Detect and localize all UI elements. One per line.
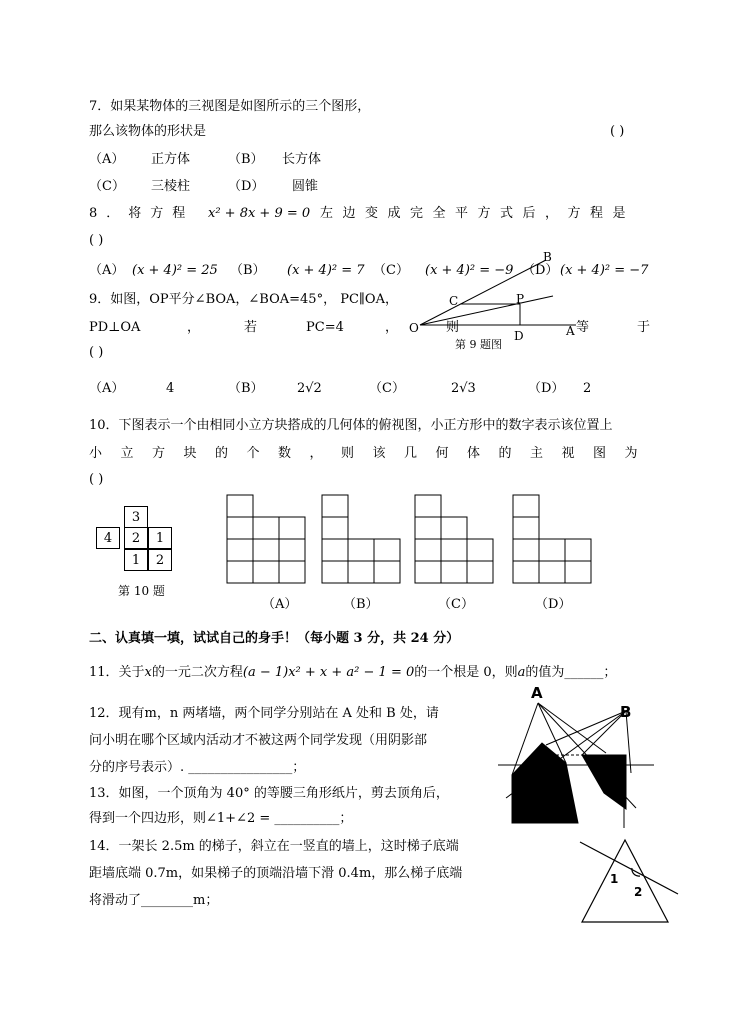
ray-op: [420, 296, 553, 325]
q9-option-c: 2√3: [451, 381, 476, 396]
topview-cell: 1: [148, 527, 172, 549]
q13-line1: 13．如图，一个顶角为 40° 的等腰三角形纸片，剪去顶角后，: [89, 786, 449, 801]
q9-line1: 9．如图，OP平分∠BOA，∠BOA=45°， PC∥OA，: [89, 292, 398, 307]
q9-line2-comma1: ，: [187, 320, 201, 335]
q9-fig-label-c: C: [449, 294, 459, 308]
q9-fig-label-p: P: [516, 292, 525, 306]
q10-label-a: （A）: [262, 597, 298, 612]
front-view-b: [322, 495, 400, 583]
q10-answer-paren: ( ): [89, 472, 104, 487]
q10-caption: 第 10 题: [118, 584, 165, 598]
q9-line2-then: 则: [446, 320, 460, 335]
q9-option-c-label: （C）: [369, 381, 405, 396]
q11-text: [89, 665, 616, 681]
q13-fig-label-1: 1: [610, 872, 619, 886]
topview-cell: 2: [148, 549, 172, 571]
q11-equation: (a − 1)x² + x + a² − 1 = 0: [242, 665, 415, 680]
q9-line2-if: 若: [244, 320, 258, 335]
shaded-region-right: [582, 755, 626, 809]
q11-prefix: 11．关于: [89, 665, 145, 680]
q13-line2: 得到一个四边形，则∠1+∠2 = __________；: [89, 811, 353, 826]
q7-option-d: 圆锥: [292, 179, 319, 194]
q14-line3: 将滑动了________m；: [89, 893, 219, 908]
q11-mid: 的一元二次方程: [151, 665, 243, 680]
q10-label-d: （D）: [535, 597, 572, 612]
q7-answer-paren: ( ): [610, 124, 625, 139]
q9-option-d: 2: [583, 381, 592, 396]
front-view-a: [227, 495, 305, 583]
q11-var2: a: [517, 665, 526, 680]
q9-option-a-label: （A）: [89, 381, 125, 396]
q8-option-c-label: （C）: [373, 263, 409, 278]
q10-label-c: （C）: [438, 597, 474, 612]
q7-line2: 那么该物体的形状是: [89, 124, 207, 139]
q12-fig-label-b: B: [620, 703, 632, 721]
q12-line1: 12．现有m，n 两堵墙，两个同学分别站在 A 处和 B 处，请: [89, 706, 439, 721]
ray-ob: [420, 260, 546, 325]
q13-figure: [574, 832, 684, 926]
q8-option-d-label: （D）: [522, 263, 559, 278]
q12-line2: 问小明在哪个区域内活动才不被这两个同学发现（用阴影部: [89, 733, 428, 748]
q8-option-c: (x + 4)² = −9: [425, 263, 514, 278]
q10-label-b: （B）: [343, 597, 379, 612]
q9-option-a: 4: [166, 381, 175, 396]
q9-fig-label-d: D: [514, 329, 524, 343]
q12-figure: [496, 683, 656, 833]
q8-option-b: (x + 4)² = 7: [287, 263, 365, 278]
cut-line: [580, 842, 678, 894]
q13-fig-label-2: 2: [634, 885, 643, 899]
q9-line2-yu: 于: [637, 320, 651, 335]
topview-cell: 2: [124, 527, 148, 549]
q9-line2-comma2: ，: [385, 320, 399, 335]
q8-option-b-label: （B）: [230, 263, 266, 278]
q8-answer-paren: ( ): [89, 233, 104, 248]
topview-cell: 1: [124, 549, 148, 571]
q10-front-views: [226, 494, 608, 588]
q7-line1: 7．如果某物体的三视图是如图所示的三个图形，: [89, 99, 371, 114]
q11-end: 的值为______；: [525, 665, 617, 680]
q9-option-b-label: （B）: [228, 381, 264, 396]
q9-option-b: 2√2: [297, 381, 322, 396]
q9-answer-paren: ( ): [89, 345, 104, 360]
q9-line2-pd: PD⊥OA: [89, 320, 141, 335]
topview-cell: 4: [96, 527, 120, 549]
q11-var: x: [144, 665, 152, 680]
front-view-d: [513, 495, 591, 583]
q9-fig-label-a: A: [566, 324, 575, 338]
q7-option-b-label: （B）: [228, 152, 264, 167]
q8-equation: x² + 8x + 9 = 0: [208, 206, 311, 221]
q9-option-d-label: （D）: [528, 381, 565, 396]
q7-option-b: 长方体: [282, 152, 322, 167]
q8-option-a-label: （A）: [89, 263, 125, 278]
q11-suffix: 的一个根是 0，则: [414, 665, 518, 680]
topview-cell: 3: [124, 506, 148, 528]
q8-option-a: (x + 4)² = 25: [132, 263, 218, 278]
q10-line2: 小立方块的个数，则该几何体的主视图为: [89, 446, 657, 461]
q14-line1: 14．一架长 2.5m 的梯子，斜立在一竖直的墙上，这时梯子底端: [89, 839, 459, 854]
q9-fig-label-o: O: [409, 321, 419, 335]
q7-option-a-label: （A）: [89, 152, 125, 167]
q9-fig-label-b: B: [543, 250, 552, 264]
q9-line2-deng: 等: [576, 320, 590, 335]
q7-option-c-label: （C）: [89, 179, 125, 194]
section2-title: 二、认真填一填，试试自己的身手！（每小题 3 分，共 24 分）: [89, 631, 460, 646]
q9-fig-caption: 第 9 题图: [455, 338, 502, 351]
q8-stem-prefix: 8．将方程: [89, 206, 195, 221]
q12-fig-label-a: A: [531, 684, 543, 702]
isosceles-triangle: [582, 840, 668, 922]
q9-figure: [400, 248, 580, 348]
q9-line2-pc: PC=4: [306, 320, 344, 335]
q8-stem-suffix: 左边变成完全平方式后，方程是: [320, 206, 636, 221]
q7-option-d-label: （D）: [228, 179, 265, 194]
q12-line3: 分的序号表示）. ________________；: [89, 760, 306, 775]
front-view-c: [415, 495, 493, 583]
q7-option-a: 正方体: [151, 152, 191, 167]
q7-option-c: 三棱柱: [151, 179, 191, 194]
q10-line1: 10．下图表示一个由相同小立方块搭成的几何体的俯视图，小正方形中的数字表示该位置上: [89, 418, 613, 433]
q14-line2: 距墙底端 0.7m，如果梯子的顶端沿墙下滑 0.4m，那么梯子底端: [89, 866, 463, 881]
q8-option-d: (x + 4)² = −7: [560, 263, 649, 278]
